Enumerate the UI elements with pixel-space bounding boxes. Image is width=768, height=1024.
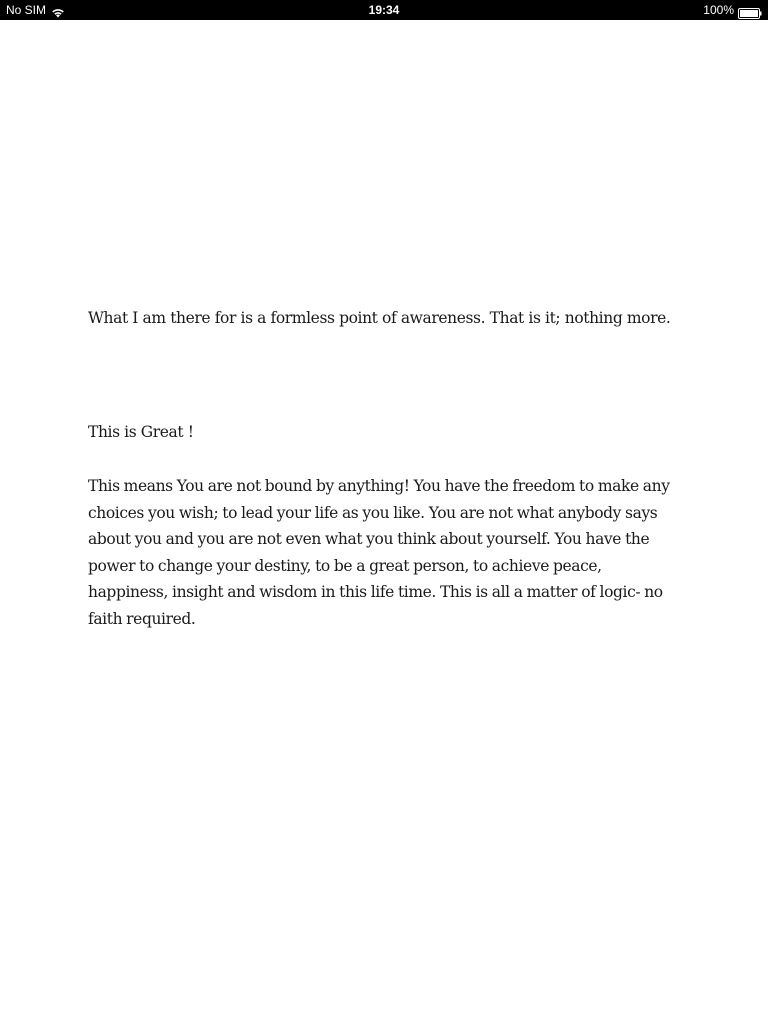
- text-line-great: This is Great !: [88, 423, 194, 441]
- text-line-awareness: What I am there for is a formless point of awareness. That is it; nothing more.: [88, 309, 671, 327]
- status-right: [703, 0, 762, 20]
- carrier-label: No SIM: [6, 3, 47, 17]
- battery-icon: [738, 5, 762, 16]
- status-bar: [0, 0, 768, 20]
- battery-percentage: 100%: [703, 3, 734, 17]
- clock: 19:34: [368, 3, 400, 17]
- text-paragraph: This means You are not bound by anything! You have the freedom to make any choices you wish; to lead your life as you like. You are not what anybody says about you and you are not even what you think about yourself. You have the power to change your destiny, to be a great person, to achieve peace, happiness, insight and wisdom in this life time. This is all a matter of logic- no faith required.: [88, 477, 670, 628]
